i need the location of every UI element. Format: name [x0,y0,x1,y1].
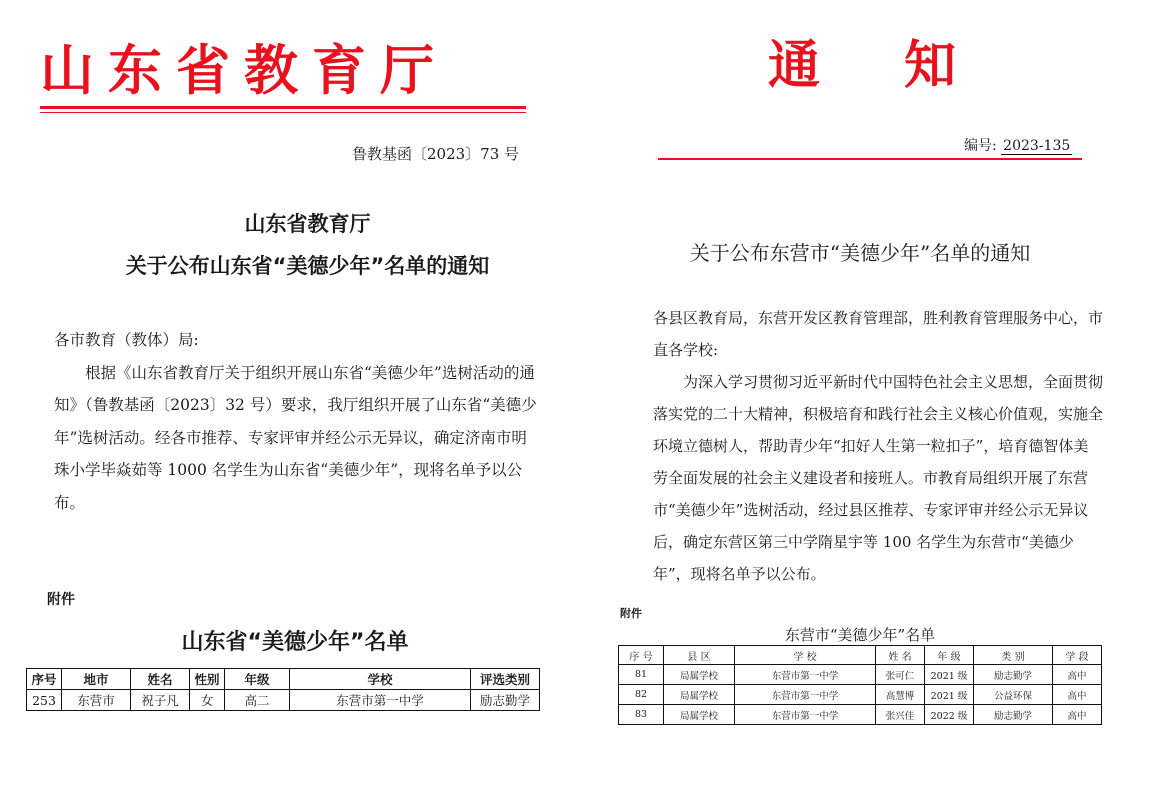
table-cell: 局属学校 [664,665,735,685]
table-cell: 高慧博 [876,685,925,705]
col-header: 年级 [225,669,290,690]
red-rule [658,158,1082,160]
table-cell: 东营市第一中学 [735,685,876,705]
table-cell: 82 [619,685,664,705]
col-header: 县 区 [664,646,735,665]
table-cell: 东营市第一中学 [290,690,471,711]
table-cell: 81 [619,665,664,685]
table-cell: 励志勤学 [974,665,1053,685]
table-cell: 253 [27,690,62,711]
red-rule [40,106,526,109]
table-cell: 2021 级 [925,685,974,705]
col-header: 学 段 [1053,646,1102,665]
org-title: 山东省教育厅 [40,38,448,102]
table-cell: 励志勤学 [974,705,1053,725]
col-header: 学 校 [735,646,876,665]
table-cell: 祝子凡 [131,690,190,711]
headline: 关于公布东营市“美德少年”名单的通知 [689,241,1031,265]
table-cell: 高中 [1053,705,1102,725]
table-cell: 高中 [1053,685,1102,705]
awardee-table [26,668,540,711]
table-cell: 张可仁 [876,665,925,685]
table-row [27,690,540,711]
red-rule-thin [40,112,526,113]
body-paragraph: 为深入学习贯彻习近平新时代中国特色社会主义思想，全面贯彻落实党的二十大精神，积极培育和践行社会主义核心价值观，实施全环境立德树人，帮助青少年“扣好人生第一粒扣子”，培育德智体美劳全面发展的社会主义建设者和接班人。市教育局组织开展了东营市“美德少年”选树活动，经过县区推荐、专家评审并经公示无异议后，确定东营区第三中学隋星宇等 100 名学生为东营市“美德少年”，现将名单予以公布。 [653,373,1104,583]
col-header: 学校 [290,669,471,690]
salutation: 各市教育（教体）局: [54,331,199,349]
left-document [0,0,575,796]
salutation: 各县区教育局，东营开发区教育管理部，胜利教育管理服务中心，市直各学校: [653,309,1104,359]
col-header: 姓名 [131,669,190,690]
table-header-row [619,646,1102,665]
table-row [619,685,1102,705]
table-cell: 高中 [1053,665,1102,685]
table-cell: 2022 级 [925,705,974,725]
col-header: 姓 名 [876,646,925,665]
table-row [619,705,1102,725]
table-cell: 励志勤学 [471,690,540,711]
table-cell: 张兴佳 [876,705,925,725]
headline-line1: 山东省教育厅 [244,212,371,236]
col-header: 序 号 [619,646,664,665]
attachment-label: 附件 [620,607,642,620]
body [54,324,540,519]
table-cell: 东营市第一中学 [735,665,876,685]
table-cell: 东营市第一中学 [735,705,876,725]
notice-title-char1: 通 [768,36,821,96]
col-header: 评选类别 [471,669,540,690]
notice-title-char2: 知 [904,36,957,96]
table-cell: 高二 [225,690,290,711]
table-header-row [27,669,540,690]
table-cell: 局属学校 [664,705,735,725]
right-document [590,0,1165,796]
list-title: 山东省“美德少年”名单 [181,630,409,655]
awardee-table [618,645,1102,725]
list-title: 东营市“美德少年”名单 [784,626,936,644]
body-paragraph: 根据《山东省教育厅关于组织开展山东省“美德少年”选树活动的通知》（鲁教基函〔2023〕32 号）要求，我厅组织开展了山东省“美德少年”选树活动。经各市推荐、专家评审并经公示无异议，确定济南市明珠小学毕焱茹等 1000 名学生为山东省“美德少年”，现将名单予以公布。 [54,363,537,512]
table-cell: 公益环保 [974,685,1053,705]
col-header: 地市 [62,669,131,690]
doc-number [964,135,1072,155]
headline-line2: 关于公布山东省“美德少年”名单的通知 [125,254,490,278]
body [653,302,1103,590]
doc-number-value: 2023-135 [1003,138,1071,154]
col-header: 性别 [190,669,225,690]
table-row [619,665,1102,685]
table-cell: 女 [190,690,225,711]
table-cell: 2021 级 [925,665,974,685]
attachment-label: 附件 [47,592,75,608]
notice-title [768,36,956,96]
table-cell: 局属学校 [664,685,735,705]
table-cell: 83 [619,705,664,725]
doc-number: 鲁教基函〔2023〕73 号 [352,145,520,163]
col-header: 类 别 [974,646,1053,665]
col-header: 年 级 [925,646,974,665]
table-cell: 东营市 [62,690,131,711]
col-header: 序号 [27,669,62,690]
doc-number-label: 编号: [964,138,997,154]
